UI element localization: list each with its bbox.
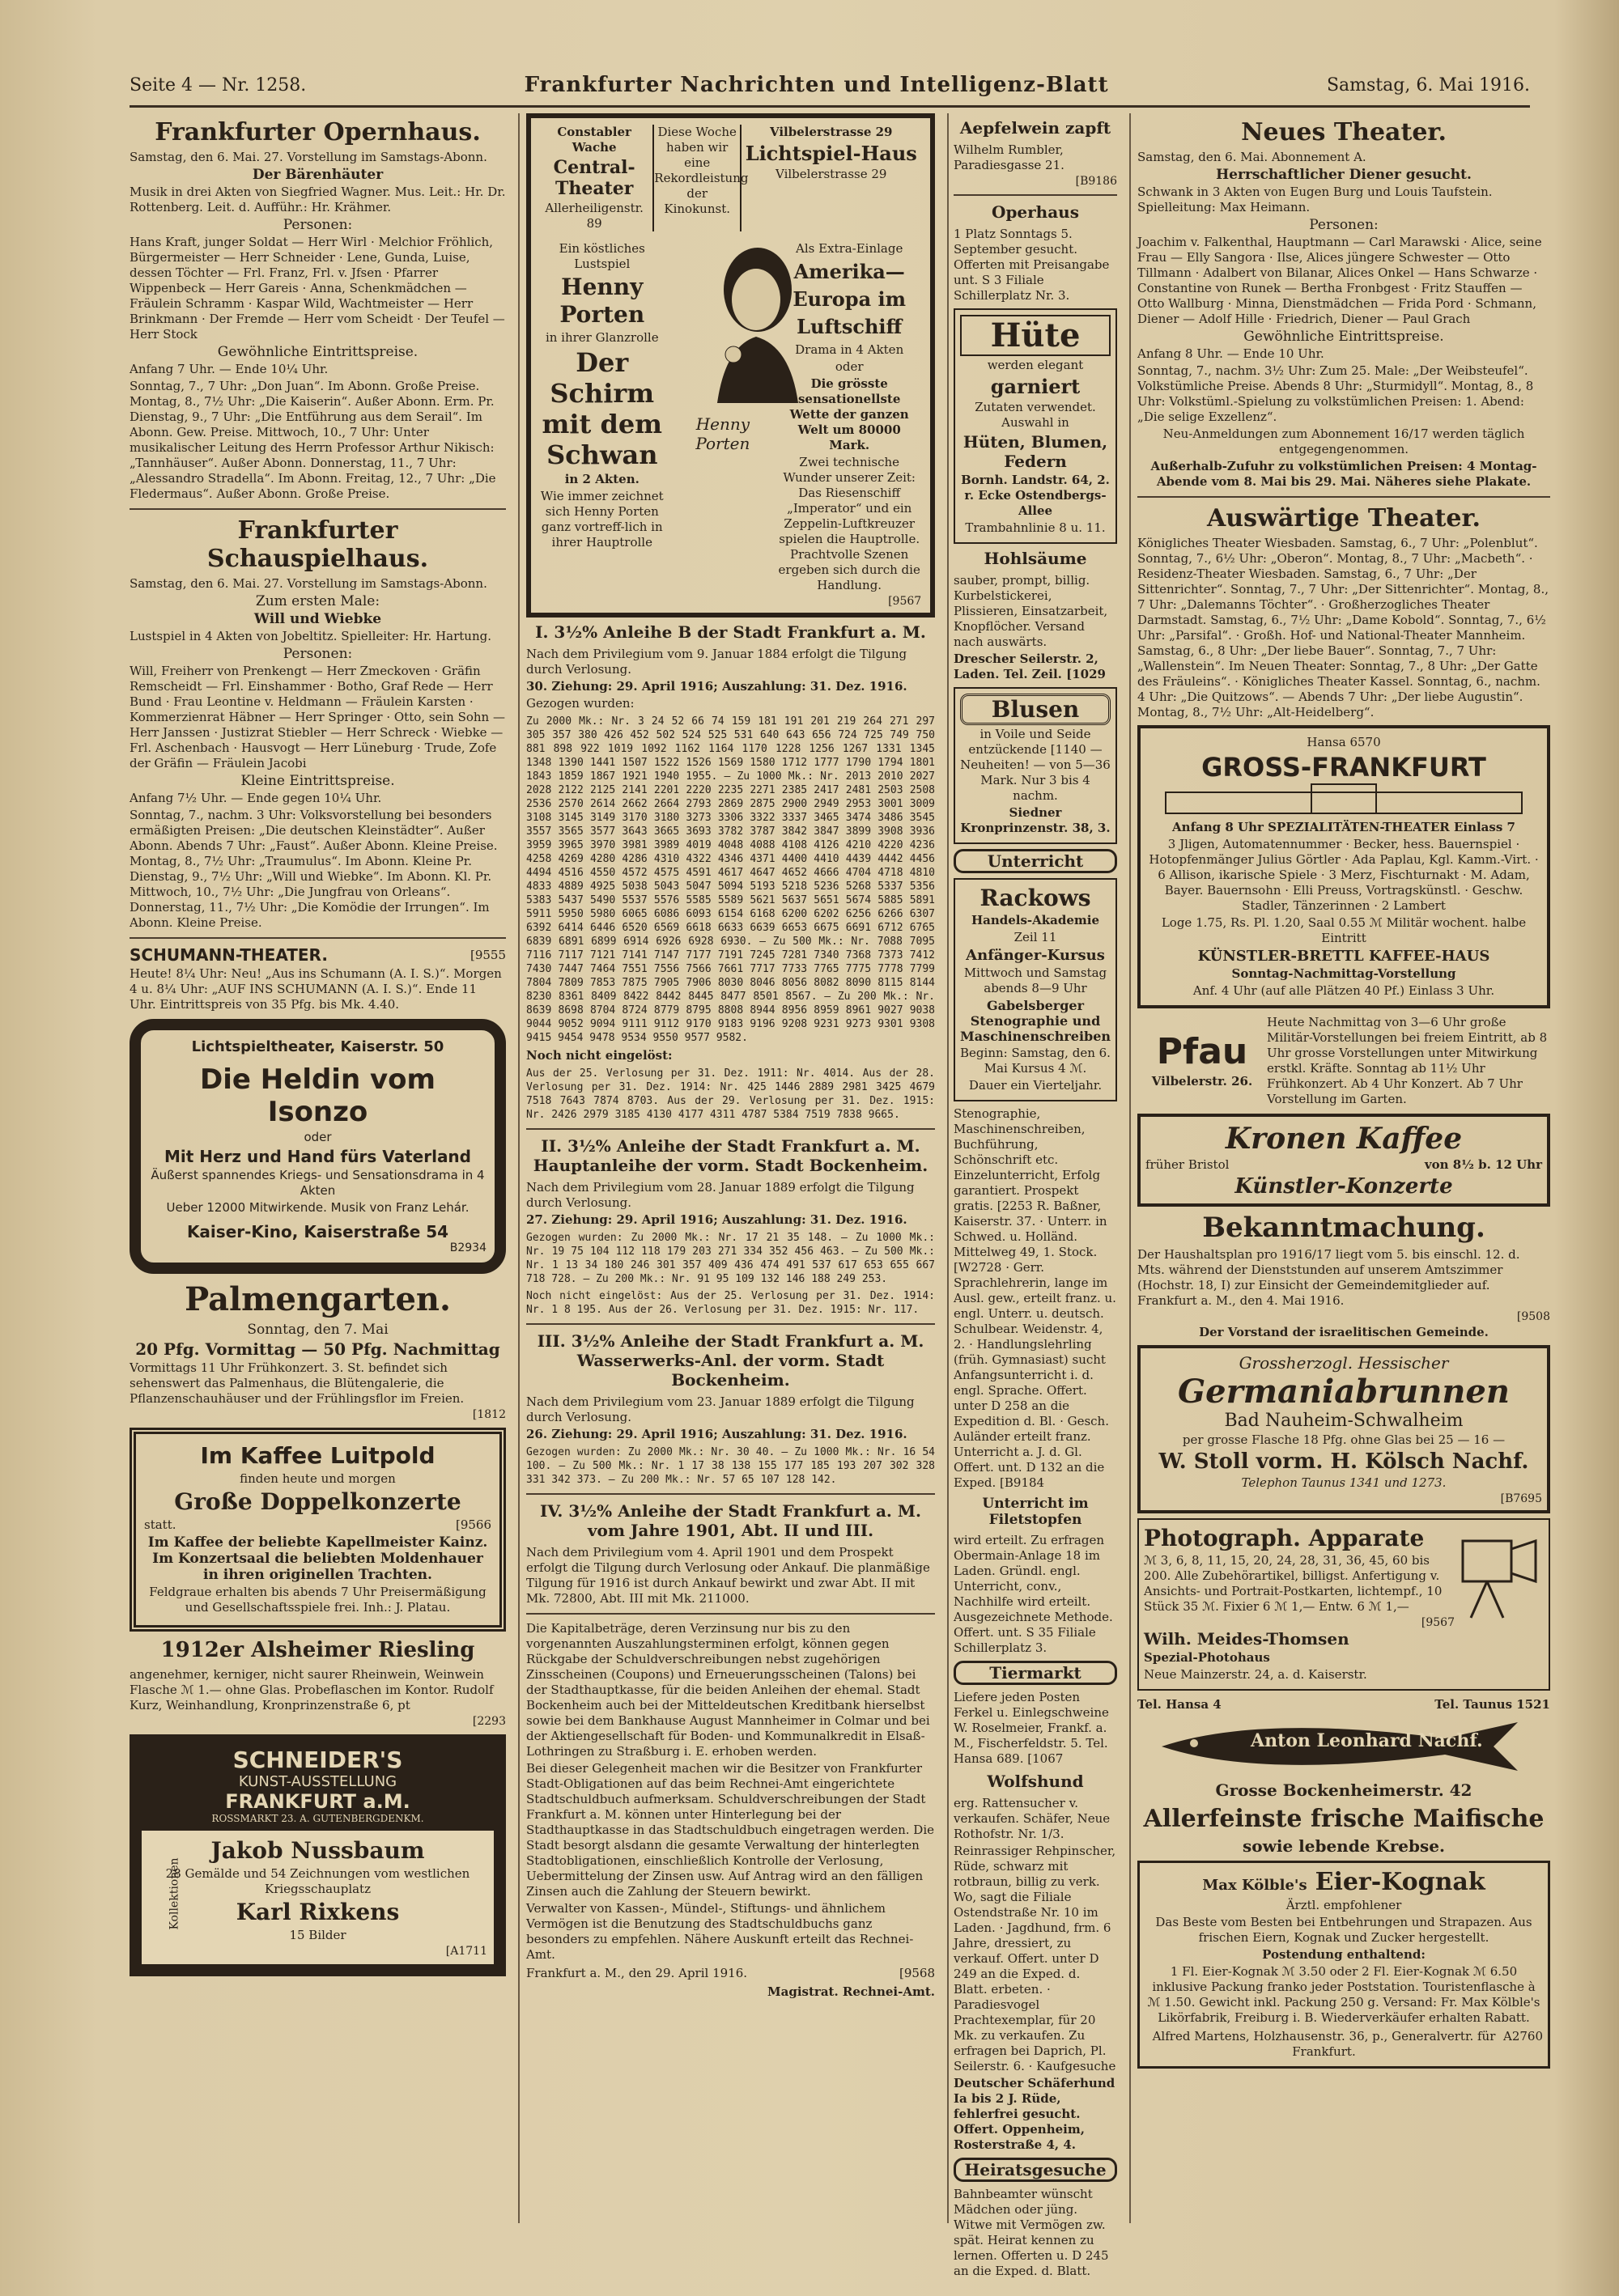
auswaertige-theater-text: Königliches Theater Wiesbaden. Samstag, 6., 7 Uhr: „Polenblut“. Sonntag, 7., 6½ Uhr: „Oberon“. Montag, 8., 7 Uhr: „Macbeth“. · Residenz-Theater Wiesbaden. Samstag, 6., 7 Uhr: „Der Sittenrichter“. Sonntag, 7., 7 Uhr: „Der Sittenrichter“. Montag, 8., 7 Uhr: „Dalemanns Töchter“. · Großherzogliches Theater Darmstadt. Samstag, 6., 7½ Uhr: „Dame Kobold“. Sonntag, 7., 6½ Uhr: „Parsifal“. · Großh. Hof- und National-Theater Mannheim. Samstag, 6., 8 Uhr: „Der liebe Bauer“. Sonntag, 7., 7 Uhr: „Wallenstein“. Im Neuen Theater: Sonntag, 7., 8 Uhr: „Der Gatte des Fräuleins“. · Königliches Theater Kassel. Sonntag, 6., nachm. 4 Uhr: „Die Quitzows“. — Abends 7 Uhr: „Der liebe Augustin“. Montag, 8., 7½ Uhr: „Alt-Heidelberg“.	[1137, 536, 1549, 719]
eier-firm: Max Kölble's	[1202, 1877, 1307, 1894]
schauspielhaus-play: Will und Wiebke	[253, 611, 382, 627]
blusen-addr: Siedner Kronprinzenstr. 38, 3.	[960, 805, 1111, 835]
bekanntmachung-title: Bekanntmachung.	[1202, 1212, 1485, 1244]
huete-garniert: garniert	[990, 375, 1081, 398]
hohlsaeume-addr: Drescher Seilerstr. 2, Laden. Tel. Zeil. [1029	[954, 651, 1106, 681]
schneider-collections	[142, 1831, 494, 1964]
rixkens-text: 15 Bilder	[289, 1928, 346, 1942]
huete-ad	[954, 308, 1117, 544]
tiermarkt-text: Liefere jeden Posten Ferkel u. Einlegschweine W. Roselmeier, Frankf. a. M., Fischerfeldstr. 5. Tel. Hansa 689. [1067	[954, 1690, 1109, 1766]
kaiser-kino-ad	[130, 1019, 506, 1274]
blusen-ad	[954, 687, 1117, 844]
rackows-dauer: Dauer ein Vierteljahr.	[968, 1078, 1103, 1093]
palmengarten-prices: 20 Pfg. Vormittag — 50 Pfg. Nachmittag	[135, 1339, 500, 1359]
lh-addr: Vilbelerstrasse 29	[769, 125, 893, 139]
bekanntmachung-code: [9508	[1516, 1310, 1550, 1323]
photo-code: [9567	[1421, 1616, 1455, 1629]
camera-icon	[1455, 1525, 1544, 1622]
column-cinema-and-bonds	[518, 113, 935, 2223]
kaffee-big: Große Doppelkonzerte	[174, 1488, 461, 1515]
opernhaus-times: Anfang 7 Uhr. — Ende 10¼ Uhr.	[130, 362, 329, 376]
anleihe-main-text-2: Bei dieser Gelegenheit machen wir die Besitzer von Frankfurter Stadt-Obligationen auf das beim Rechnei-Amt eingerichtete Stadtschuldbuch aufmerksam. Schuldverschreibungen der Stadt Frankfurt a. M. können unter Hinterlegung bei der Stadthauptkasse in das Stadtschuldbuch eingetragen werden. Die Stadt besorgt alsdann die gesamte Verwaltung der hinterlegten Stadtobligationen, einschließlich Kontrolle der Verlosung, Uebermittelung der Zinsen usw. Auf Antrag wird an den fälligen Zinsen auch die Zahlung der Steuern bewirkt.	[526, 1761, 934, 1899]
cinema-ad	[526, 113, 935, 618]
kino-desc2: Ueber 12000 Mitwirkende. Musik von Franz Lehár.	[166, 1200, 470, 1215]
kaffee-statt: statt.	[144, 1517, 176, 1532]
opernhaus-personen: Personen:	[283, 217, 353, 233]
ct-addr: Allerheiligenstr. 89	[545, 201, 644, 231]
header-paper-title: Frankfurter Nachrichten und Intelligenz-Blatt	[524, 73, 1109, 97]
nussbaum-text: 28 Gemälde und 54 Zeichnungen vom westlichen Kriegsschauplatz	[165, 1866, 470, 1896]
operhaus-text: 1 Platz Sonntags 5. September gesucht. Offerten mit Preisangabe unt. S 3 Filiale Schillerplatz Nr. 3.	[954, 227, 1110, 303]
ct-star: Henny Porten	[559, 274, 645, 328]
ct-rolle: in ihrer Glanzrolle	[545, 330, 659, 345]
rackows-sub: Handels-Akademie	[971, 913, 1100, 927]
lh-wette: Die grösste sensationellste Wette der ganzen Welt um 80000 Mark.	[789, 376, 909, 452]
lh-extra: Als Extra-Einlage	[796, 241, 903, 256]
eier-agent: Alfred Martens, Holzhausenstr. 36, p., Generalvertr. für Frankfurt.	[1152, 2029, 1496, 2059]
rackows-steno: Gabelsberger Stenographie und Maschinenschreiben	[960, 998, 1111, 1044]
header-page-number: Seite 4 — Nr. 1258.	[130, 74, 307, 95]
eier-sub: Ärztl. empfohlener	[1285, 1898, 1402, 1912]
tiermarkt-header: Tiermarkt	[954, 1661, 1117, 1685]
kronen-kaffee-ad	[1137, 1114, 1550, 1207]
kaffee-foot: Feldgraue erhalten bis abends 7 Uhr Preisermäßigung und Gesellschaftsspiele frei. Inh.: J. Platau.	[149, 1585, 487, 1615]
rackows-title: Rackows	[979, 885, 1091, 911]
eier-price: 1 Fl. Eier-Kognak ℳ 3.50 oder 2 Fl. Eier-Kognak ℳ 6.50 inklusive Packung franko jeder Poststation. Touristenflasche à ℳ 1.50. Gewicht inkl. Packung 250 g. Versand: Fr. Max Kölble's Likörfabrik, Freiburg i. B. Wiederverkäufer erhalten Rabatt.	[1147, 1964, 1540, 2025]
gf-brettl: KÜNSTLER-BRETTL KAFFEE-HAUS	[1197, 948, 1490, 965]
lichtspielhaus-program	[777, 240, 921, 608]
henny-porten-portrait	[669, 233, 778, 608]
neues-theater-cast: Joachim v. Falkenthal, Hauptmann — Carl Marawski · Alice, seine Frau — Elly Sangora · Ilse, Alices jüngere Schwester — Otto Tillmann · Adalbert von Bilanar, Alices Onkel — Hans Schwarze · Constantine von Runek — Bertha Fronbgest · Fritz Stauffen — Otto Wallburg · Minna, Dienstmädchen — Frida Pord · Schmann, Diener — Adolf Hille · Friedrich, Diener — Paul Grach	[1137, 235, 1542, 326]
anleihe-2-title: II. 3½% Anleihe der Stadt Frankfurt a. M. Hauptanleihe der vorm. Stadt Bockenheim.	[533, 1136, 928, 1175]
schauspielhaus-first: Zum ersten Male:	[255, 593, 380, 609]
pfau-text: Heute Nachmittag von 3—6 Uhr große Militär-Vorstellungen bei freiem Eintritt, ab 8 Uhr grosse Vorstellungen unter Mitwirkung erstkl. Kräfte. Sonntag ab 11½ Uhr Frühkonzert. Ab 4 Uhr Konzert. Ab 7 Uhr Vorstellung im Garten.	[1267, 1015, 1548, 1106]
schumann-title: SCHUMANN-THEATER.	[130, 945, 328, 965]
kronen-time: von 8½ b. 12 Uhr	[1424, 1157, 1542, 1172]
blusen-text: in Voile und Seide entzückende [1140 — Neuheiten! — von 5—36 Mark. Nur 3 bis 4 nachm.	[960, 727, 1111, 803]
neues-theater-date: Samstag, den 6. Mai. Abonnement A.	[1137, 150, 1366, 164]
anleihe-2-numbers: Gezogen wurden: Zu 2000 Mk.: Nr. 17 21 35 148. — Zu 1000 Mk.: Nr. 19 75 104 112 118 179 203 271 334 352 456 463. — Zu 500 Mk.: Nr. 1 13 34 180 246 301 357 409 436 474 491 537 617 653 655 667 718 728. — Zu 200 Mk.: Nr. 91 95 109 132 146 188 249 253.	[526, 1232, 935, 1285]
filet-text: wird erteilt. Zu erfragen Obermain-Anlage 18 im Laden. Gründl. engl. Unterricht, conv., Nachhilfe wird erteilt. Ausgezeichnete Methode. Offert. unt. S 35 Filiale Schillerplatz 3.	[954, 1533, 1113, 1655]
riesling-code: [2293	[472, 1715, 506, 1728]
fisch-tel-left: Tel. Hansa 4	[1137, 1697, 1222, 1712]
apfelwein-code: [B9186	[1075, 175, 1117, 188]
gf-sub: Anfang 8 Uhr SPEZIALITÄTEN-THEATER Einlass 7	[1172, 820, 1515, 834]
blusen-title: Blusen	[960, 694, 1111, 725]
schauspielhaus-times: Anfang 7½ Uhr. — Ende gegen 10¼ Uhr.	[130, 791, 382, 805]
anleihe-2-noch: Noch nicht eingelöst: Aus der 25. Verlosung per 31. Dez. 1914: Nr. 1 8 195. Aus der 26. Verlosung per 31. Dez. 1915: Nr. 117.	[526, 1290, 935, 1316]
opernhaus-eintritt: Gewöhnliche Eintrittspreise.	[217, 344, 419, 360]
eier-post: Postendung enthaltend:	[1262, 1947, 1426, 1962]
kaffee-text: Im Kaffee der beliebte Kapellmeister Kainz. Im Konzertsaal die beliebten Moldenhauer in ihren originellen Trachten.	[147, 1534, 488, 1583]
neues-theater-program: Sonntag, 7., nachm. 3½ Uhr: Zum 25. Male: „Der Weibsteufel“. Volkstümliche Preise. Abends 8 Uhr: „Sturmidyll“. Montag, 8., 8 Uhr: Volkstüml.-Spielung zu volkstümlichen Preisen: 1. Abend: „Die selige Exzellenz“.	[1137, 363, 1534, 424]
central-theater-header	[536, 123, 652, 233]
opernhaus-play: Der Bärenhäuter	[252, 167, 384, 183]
rackows-addr: Zeil 11	[1013, 930, 1057, 944]
ct-note: Wie immer zeichnet sich Henny Porten ganz vortreff-lich in ihrer Hauptrolle	[540, 489, 664, 550]
anleihe-1-noch: Noch nicht eingelöst:	[526, 1048, 673, 1063]
palmengarten-date: Sonntag, den 7. Mai	[247, 1322, 389, 1338]
photo-addr: Neue Mainzerstr. 24, a. d. Kaiserstr.	[1144, 1667, 1367, 1682]
ct-intro: Ein köstliches Lustspiel	[559, 241, 645, 271]
germ-tel: Telephon Taunus 1341 und 1273.	[1241, 1475, 1447, 1490]
nussbaum-title: Jakob Nussbaum	[210, 1837, 425, 1864]
pfau-addr: Vilbelerstr. 26.	[1151, 1074, 1253, 1089]
hohlsaeume-title: Hohlsäume	[984, 549, 1087, 568]
column-neues-theater-and-ads	[1129, 113, 1550, 2223]
anleihe-3-title: III. 3½% Anleihe der Stadt Frankfurt a. M. Wasserwerks-Anl. der vorm. Stadt Bockenheim.	[537, 1331, 924, 1390]
eier-kognak-ad	[1137, 1861, 1550, 2069]
kronen-title: Kronen Kaffee	[1225, 1122, 1463, 1156]
gf-loge: Loge 1.75, Rs. Pl. 1.20, Saal 0.55 ℳ Militär wochent. halbe Eintritt	[1161, 915, 1527, 945]
central-theater-program	[536, 240, 669, 608]
fisch-sub: sowie lebende Krebse.	[1243, 1836, 1445, 1856]
fisch-title: Allerfeinste frische Maifische	[1143, 1805, 1545, 1833]
kronen-frueher: früher Bristol	[1145, 1157, 1230, 1172]
anleihe-1-ziehung: 30. Ziehung: 29. April 1916; Auszahlung: 31. Dez. 1916.	[526, 679, 907, 694]
auswaertige-theater-title: Auswärtige Theater.	[1207, 504, 1481, 533]
kaffee-luitpold-ad	[130, 1428, 506, 1632]
anleihe-main-text: Die Kapitalbeträge, deren Verzinsung nur bis zu den vorgenannten Auszahlungsterminen erfolgt, können gegen Rückgabe der Schuldverschreibungen nebst zugehörigen Zinsscheinen (Coupons) und Erneuerungsscheinen (Talons) bei der Stadthauptkasse, für die beiden Anleihen der ehemal. Stadt Bockenheim auch bei der Mitteldeutschen Kreditbank hierselbst sowie bei dem Bankhause August Mannheimer in Colmar und bei der Aktiengesellschaft für Boden- und Kommunalkredit in Elsaß-Lothringen zu Straßburg i. E. erhoben werden.	[526, 1621, 930, 1759]
kino-title: Die Heldin vom Isonzo	[200, 1063, 436, 1128]
schauspielhaus-program: Sonntag, 7., nachm. 3 Uhr: Volksvorstellung bei besonders ermäßigten Preisen: „Die deutschen Kleinstädter“. Außer Abonn. Abends 7 Uhr: „Faust“. Außer Abonn. Kleine Preise. Montag, 8., 7½ Uhr: „Traumulus“. Im Abonn. Kleine Pr. Dienstag, 9., 7½ Uhr: „Will und Wiebke“. Im Abonn. Kl. Pr. Mittwoch, 10., 7½ Uhr: „Die Jungfrau von Orleans“. Donnerstag, 11., 7½ Uhr: „Die Komödie der Irrungen“. Im Abonn. Kleine Preise.	[130, 808, 498, 930]
huete-items: Hüten, Blumen, Federn	[962, 432, 1108, 471]
gf-artists: 3 Jligen, Automatennummer · Becker, hess. Bauernspiel · Hotopfenmänger Julius Görtler · Ada Paplau, Kgl. Kamm.-Virt. · 6 Allison, ikarische Spiele · 3 Merz, Fischturnakt · M. Adam, Bayer. Bauernsohn · Elli Preuss, Vortragskünstl. · Geschw. Stadler, Tänzerinnen · 2 Lambert	[1149, 837, 1539, 913]
pfau-ad	[1137, 1013, 1550, 1109]
kaffee-sub: finden heute und morgen	[240, 1471, 396, 1486]
kino-desc: Äußerst spannendes Kriegs- und Sensationsdrama in 4 Akten	[151, 1168, 485, 1198]
opernhaus-program: Sonntag, 7., 7 Uhr: „Don Juan“. Im Abonn. Große Preise. Montag, 8., 7½ Uhr: „Die Kaiserin“. Außer Abonn. Erm. Pr. Dienstag, 9., 7 Uhr: „Die Entführung aus dem Serail“. Im Abonn. Gew. Preise. Mittwoch, 10., 7 Uhr: Unter musikalischer Leitung des Herrn Professor Arthur Nikisch: „Tannhäuser“. Außer Abonn. Donnerstag, 11., 7 Uhr: „Alessandro Stradella“. Im Abonn. Freitag, 12., 7 Uhr: „Die Fledermaus“. Außer Abonn. Große Preise.	[130, 379, 496, 501]
photo-apparate-ad	[1137, 1518, 1550, 1691]
ct-film: Der Schirm mit dem Schwan	[542, 347, 663, 470]
schauspielhaus-title: Frankfurter Schauspielhaus.	[206, 516, 429, 573]
apfelwein-name: Wilhelm Rumbler, Paradiesgasse 21.	[954, 142, 1064, 172]
photo-sub: Spezial-Photohaus	[1144, 1650, 1270, 1665]
anleihe-3-text: Nach dem Privilegium vom 23. Januar 1889 erfolgt die Tilgung durch Verlosung.	[526, 1394, 915, 1424]
lichtspielhaus-header	[742, 123, 920, 233]
ct-middle: Diese Woche haben wir eine Rekordleistung der Kinokunst.	[652, 125, 742, 231]
lh-code: [9567	[888, 595, 922, 608]
lh-desc: Zwei technische Wunder unserer Zeit: Das Riesenschiff „Imperator“ und ein Zeppelin-Luftkreuzer spielen die Hauptrolle. Prachtvolle Szenen ergeben sich durch die Handlung.	[778, 455, 920, 592]
germ-firm: W. Stoll vorm. H. Kölsch Nachf.	[1158, 1449, 1529, 1474]
schneider-city: FRANKFURT a.M.	[225, 1790, 410, 1813]
neues-theater-info: Schwank in 3 Akten von Eugen Burg und Louis Taufstein. Spielleitung: Max Heimann.	[1137, 185, 1493, 214]
germ-price: per grosse Flasche 18 Pfg. ohne Glas bei 25 — 16 —	[1182, 1432, 1506, 1447]
schneider-addr: ROSSMARKT 23. A. GUTENBERGDENKM.	[211, 1813, 424, 1824]
schneider-sub: KUNST-AUSSTELLUNG	[238, 1773, 397, 1790]
ct-title: Central-Theater	[553, 157, 635, 199]
neues-theater-personen: Personen:	[1309, 217, 1379, 233]
gf-sonntag: Sonntag-Nachmittag-Vorstellung	[1231, 966, 1456, 981]
header-date: Samstag, 6. Mai 1916.	[1326, 74, 1530, 95]
germ-code: [B7695	[1500, 1492, 1542, 1505]
photo-title: Photograph. Apparate	[1144, 1525, 1425, 1551]
fisch-addr: Grosse Bockenheimerstr. 42	[1215, 1780, 1472, 1800]
photo-text: ℳ 3, 6, 8, 11, 15, 20, 24, 28, 31, 36, 45, 60 bis 200. Alle Zubehörartikel, billigst. Anfertigung v. Ansichts- und Portrait-Postkarten, lichtempf., 10 Stück 35 ℳ. Fixier 6 ℳ 1,— Entw. 6 ℳ 1,—	[1144, 1553, 1443, 1614]
schneider-code: [A1711	[445, 1945, 487, 1958]
gross-frankfurt-ad	[1137, 725, 1550, 1008]
kino-head: Lichtspieltheater, Kaiserstr. 50	[191, 1038, 444, 1055]
palmengarten-text: Vormittags 11 Uhr Frühkonzert. 3. St. befindet sich sehenswert das Palmenhaus, die Blütengalerie, die Pflanzenschauhäuser und der Frühlingsflor im Freien.	[130, 1360, 465, 1406]
more-ads: Reinrassiger Rehpinscher, Rüde, schwarz mit rotbraun, billig zu verk. Wo, sagt die Filiale Ostendstraße Nr. 10 im Laden. · Jagdhund, frm. 6 Jahre, dressiert, zu verkauf. Offert. unter D 249 an die Exped. d. Blatt. erbeten. · Paradiesvogel Prachtexemplar, für 20 Mk. zu verkaufen. Zu erfragen bei Daprich, Pl. Seilerstr. 6. · Kaufgesuche	[954, 1844, 1116, 2073]
wolfshund-title: Wolfshund	[987, 1772, 1084, 1791]
wolfshund-text: erg. Rattensucher v. verkaufen. Schäfer, Neue Rothofstr. Nr. 1/3.	[954, 1796, 1111, 1841]
photo-firm: Wilh. Meides-Thomsen	[1144, 1629, 1349, 1649]
schneider-ad	[130, 1734, 506, 1976]
gf-sonntag2: Anf. 4 Uhr (auf alle Plätzen 40 Pf.) Einlass 3 Uhr.	[1192, 983, 1495, 998]
ct-akte: in 2 Akten.	[564, 472, 640, 486]
gf-hansa: Hansa 6570	[1307, 735, 1381, 749]
schauspielhaus-date: Samstag, den 6. Mai. 27. Vorstellung im Samstags-Abonn.	[130, 576, 487, 591]
huete-text: Zutaten verwendet. Auswahl in	[975, 400, 1096, 430]
opernhaus-info: Musik in drei Akten von Siegfried Wagner. Mus. Leit.: Hr. Dr. Rottenberg. Leit. d. Aufführ.: Hr. Krähmer.	[130, 185, 506, 214]
kino-oder: oder	[304, 1130, 332, 1144]
rixkens-title: Karl Rixkens	[236, 1899, 400, 1925]
heirat-text: Bahnbeamter wünscht Mädchen oder jüng. Witwe mit Vermögen zw. spät. Heirat kennen zu lernen. Offerten u. D 245 an die Exped. d. Blatt.	[954, 2187, 1109, 2278]
bekanntmachung-text: Der Haushaltsplan pro 1916/17 liegt vom 5. bis einschl. 12. d. Mts. während der Dienststunden auf unserem Amtszimmer (Hochstr. 18, I) zur Einsicht der Gemeindemitglieder auf. Frankfurt a. M., den 4. Mai 1916.	[1137, 1247, 1520, 1308]
rackows-ad	[954, 878, 1117, 1101]
schauspielhaus-cast: Will, Freiherr von Prenkengt — Herr Zmeckoven · Gräfin Remscheidt — Frl. Einshammer · Botho, Graf Rede — Herr Bund · Frau Leontine v. Heldmann — Fräulein Karsten · Kommerzienrat Häbner — Herr Springer · Otto, sein Sohn — Herr Janssen · Justizrat Stiebler — Herr Schreck · Wiebke — Frl. Aschenbach · Hausvogt — Herr Lüneburg · Trude, Zofe der Gräfin — Fräulein Jacobi	[130, 664, 505, 770]
huete-title: Hüte	[960, 315, 1111, 356]
germ-title: Germaniabrunnen	[1178, 1373, 1510, 1411]
eier-title: Eier-Kognak	[1315, 1868, 1485, 1896]
germ-place: Bad Nauheim-Schwalheim	[1224, 1411, 1464, 1431]
rackows-kurs: Anfänger-Kursus	[966, 947, 1105, 964]
fisch-tel-right: Tel. Taunus 1521	[1434, 1697, 1550, 1712]
kaffee-title: Im Kaffee Luitpold	[200, 1442, 436, 1469]
hohlsaeume-text: sauber, prompt, billig. Kurbelstickerei, Plissieren, Einsatzarbeit, Knopflöcher. Versand nach auswärts.	[954, 573, 1108, 649]
opernhaus-date: Samstag, den 6. Mai. 27. Vorstellung im Samstags-Abonn.	[130, 150, 487, 164]
riesling-text: angenehmer, kerniger, nicht saurer Rheinwein, Weinwein Flasche ℳ 1.— ohne Glas. Probeflaschen im Kontor. Rudolf Kurz, Weinhandlung, Kronprinzenstraße 6, pt	[130, 1667, 494, 1712]
operhaus-title: Operhaus	[992, 202, 1079, 222]
opernhaus-title: Frankfurter Opernhaus.	[155, 118, 481, 146]
neues-theater-title: Neues Theater.	[1241, 118, 1447, 146]
schumann-code: [9555	[470, 947, 506, 962]
page-header	[130, 65, 1530, 108]
neues-theater-eintritt: Gewöhnliche Eintrittspreise.	[1243, 329, 1444, 345]
anleihe-3-ziehung: 26. Ziehung: 29. April 1916; Auszahlung: 31. Dez. 1916.	[526, 1427, 907, 1441]
anleihe-4-title: IV. 3½% Anleihe der Stadt Frankfurt a. M. vom Jahre 1901, Abt. II und III.	[540, 1501, 921, 1540]
anleihe-4-text: Nach dem Privilegium vom 4. April 1901 und dem Prospekt erfolgt die Tilgung durch Verlosung oder Ankauf. Die planmäßige Tilgung für 1916 ist durch Ankauf bewirkt und zwar Abt. II mit Mk. 72800, Abt. III mit Mk. 211000.	[526, 1545, 930, 1606]
anleihe-1-rest: Aus der 25. Verlosung per 31. Dez. 1911: Nr. 4014. Aus der 28. Verlosung per 31. Dez. 1914: Nr. 425 1446 2889 2981 3425 4679 7518 7643 7874 8703. Aus der 29. Verlosung per 31. Dez. 1915: Nr. 2426 2979 3185 4130 4177 4311 4787 5384 7519 7838 9665.	[526, 1067, 935, 1121]
palmengarten-code: [1812	[472, 1408, 506, 1421]
unterricht-header: Unterricht	[954, 849, 1117, 873]
lh-addr2: Vilbelerstrasse 29	[776, 167, 887, 181]
fisch-name: Anton Leonhard Nachf.	[1251, 1730, 1483, 1751]
pfau-title: Pfau	[1156, 1031, 1248, 1072]
kino-code: B2934	[449, 1241, 487, 1254]
riesling-title: 1912er Alsheimer Riesling	[160, 1638, 475, 1662]
gf-building-icon	[1149, 783, 1538, 815]
anleihe-2-text: Nach dem Privilegium vom 28. Januar 1889 erfolgt die Tilgung durch Verlosung.	[526, 1180, 915, 1210]
lh-drama: Drama in 4 Akten	[795, 342, 904, 357]
schumann-text: Heute! 8¼ Uhr: Neu! „Aus ins Schumann (A. I. S.)“. Morgen 4 u. 8¼ Uhr: „AUF INS SCHUMANN (A. I. S.)“. Ende 11 Uhr. Eintrittspreis von 35 Pfg. bis Mk. 4.40.	[130, 966, 502, 1012]
schauspielhaus-eintritt: Kleine Eintrittspreise.	[240, 773, 395, 789]
eier-text: Das Beste vom Besten bei Entbehrungen und Strapazen. Aus frischen Eiern, Kognak und Zucker hergestellt.	[1155, 1915, 1532, 1945]
rackows-begin: Beginn: Samstag, den 6. Mai Kursus 4 ℳ.	[960, 1046, 1111, 1076]
anleihe-code: [9568	[899, 1966, 935, 1980]
neues-theater-play: Herrschaftlicher Diener gesucht.	[1216, 167, 1472, 183]
anleihe-1-title: I. 3½% Anleihe B der Stadt Frankfurt a. M.	[535, 622, 926, 642]
lh-oder: oder	[835, 359, 864, 374]
anleihe-1-numbers: Zu 2000 Mk.: Nr. 3 24 52 66 74 159 181 191 201 219 264 271 297 305 357 380 426 452 502 524 525 531 640 643 656 724 725 749 750 881 898 922 1019 1092 1162 1164 1170 1228 1256 1267 1331 1345 1348 1390 1441 1507 1522 1526 1569 1580 1712 1777 1790 1794 1801 1843 1859 1867 1921 1940 1955. — Zu 1000 Mk.: Nr. 2013 2010 2027 2028 2122 2125 2141 2201 2220 2235 2271 2385 2417 2481 2503 2508 2536 2570 2614 2662 2664 2793 2869 2875 2900 2949 2953 3001 3009 3108 3145 3149 3170 3180 3273 3306 3322 3337 3465 3474 3486 3545 3557 3565 3577 3643 3665 3693 3782 3787 3842 3847 3899 3908 3936 3959 3965 3970 3981 3989 4019 4048 4088 4108 4126 4210 4220 4236 4258 4269 4280 4286 4310 4322 4346 4371 4400 4410 4439 4442 4456 4494 4516 4550 4572 4575 4591 4617 4647 4652 4666 4704 4718 4810 4833 4889 4925 5038 5043 5047 5094 5193 5218 5236 5268 5337 5356 5383 5437 5490 5537 5576 5585 5589 5621 5637 5651 5674 5885 5891 5911 5950 5980 6065 6086 6093 6154 6168 6200 6202 6256 6266 6307 6392 6414 6446 6520 6569 6618 6633 6639 6653 6675 6691 6712 6765 6839 6891 6899 6914 6926 6928 6930. — Zu 500 Mk.: Nr. 7088 7095 7116 7117 7121 7141 7147 7177 7191 7245 7281 7340 7368 7373 7412 7430 7447 7464 7551 7556 7566 7661 7717 7733 7765 7775 7778 7799 7804 7809 7853 7875 7905 7906 8030 8046 8056 8082 8090 8115 8144 8230 8361 8409 8422 8442 8445 8477 8501 8567. — Zu 200 Mk.: Nr. 8639 8698 8704 8724 8779 8795 8808 8944 8956 8959 8961 9027 9038 9044 9052 9094 9111 9112 9170 9183 9196 9208 9231 9273 9301 9308 9415 9454 9478 9534 9550 9577 9582.	[526, 715, 935, 1044]
germ-top: Grossherzogl. Hessischer	[1239, 1353, 1449, 1373]
kaffee-code: [9566	[455, 1517, 491, 1532]
palmengarten-title: Palmengarten.	[185, 1280, 451, 1318]
neues-theater-times: Anfang 8 Uhr. — Ende 10 Uhr.	[1137, 346, 1324, 361]
column-small-ads	[947, 113, 1117, 2278]
anleihe-main-text-3: Verwalter von Kassen-, Mündel-, Stiftungs- und ähnlichem Vermögen ist die Benutzung des Stadtschuldbuchs ganz besonders zu empfehlen. Nähere Auskunft erteilt das Rechnei-Amt.	[526, 1901, 914, 1962]
schauspielhaus-personen: Personen:	[283, 646, 353, 662]
bekanntmachung-sign: Der Vorstand der israelitischen Gemeinde.	[1199, 1325, 1489, 1339]
eier-code: A2760	[1502, 2029, 1543, 2043]
kollektionen-label: Kollektionen	[168, 1857, 181, 1930]
rackows-time: Mittwoch und Samstag abends 8—9 Uhr	[963, 966, 1107, 995]
lh-film: Amerika—Europa im Luftschiff	[793, 260, 906, 338]
anleihe-1-gezogen: Gezogen wurden:	[526, 696, 635, 711]
opernhaus-cast: Hans Kraft, junger Soldat — Herr Wirl · Melchior Fröhlich, Bürgermeister — Herr Schneider · Lene, Gunda, Luise, dessen Töchter — Frl. Franz, Frl. v. Jfsen · Pfarrer Wippenbeck — Herr Gareis · Anna, Schenkmädchen — Fräulein Schramm · Kaspar Wild, Wachtmeister — Herr Brinkmann · Der Fremde — Herr vom Scheidt · Der Teufel — Herr Stock	[130, 235, 505, 342]
neues-theater-abo2: Außerhalb-Zufuhr zu volkstümlichen Preisen: 4 Montag-Abende vom 8. Mai bis 29. Mai. Näheres siehe Plakate.	[1150, 459, 1537, 489]
schneider-title: SCHNEIDER'S	[232, 1746, 403, 1773]
bonds-notice	[526, 618, 935, 2001]
schauspielhaus-info: Lustspiel in 4 Akten von Jobeltitz. Spielleiter: Hr. Hartung.	[130, 629, 491, 643]
anleihe-sign: Magistrat. Rechnei-Amt.	[767, 1984, 935, 1999]
apfelwein-title: Aepfelwein zapft	[959, 118, 1111, 138]
heirat-header: Heiratsgesuche	[954, 2158, 1117, 2182]
portrait-signature: Henny Porten	[695, 414, 750, 453]
lh-title: Lichtspiel-Haus	[745, 142, 917, 165]
maifische-ad	[1137, 1695, 1550, 1856]
huete-sub: werden elegant	[987, 358, 1084, 372]
kaufgesuche-text: Deutscher Schäferhund Ia bis 2 J. Rüde, fehlerfrei gesucht. Offert. Oppenheim, Rosterstraße 4, 4.	[954, 2076, 1115, 2152]
schumann-header	[130, 945, 506, 965]
germaniabrunnen-ad	[1137, 1345, 1550, 1513]
column-theater-listings	[130, 113, 506, 2223]
kino-sub: Mit Herz und Hand fürs Vaterland	[164, 1147, 471, 1166]
anleihe-date: Frankfurt a. M., den 29. April 1916.	[526, 1966, 748, 1980]
huete-addr: Bornh. Landstr. 64, 2. r. Ecke Ostendbergs-Allee	[961, 473, 1110, 518]
neues-theater-abo: Neu-Anmeldungen zum Abonnement 16/17 werden täglich entgegengenommen.	[1162, 427, 1525, 456]
anleihe-3-numbers: Gezogen wurden: Zu 2000 Mk.: Nr. 30 40. — Zu 1000 Mk.: Nr. 16 54 100. — Zu 500 Mk.: Nr. 1 17 38 138 155 177 185 193 207 302 328 331 342 373. — Zu 200 Mk.: Nr. 57 65 107 128 142.	[526, 1446, 935, 1486]
kronen-konzerte: Künstler-Konzerte	[1234, 1174, 1453, 1199]
ct-label: Constabler Wache	[557, 125, 631, 155]
kino-foot: Kaiser-Kino, Kaiserstraße 54	[186, 1222, 449, 1241]
filet-title: Unterricht im Filetstopfen	[982, 1496, 1089, 1528]
small-ads-unterricht: Stenographie, Maschinenschreiben, Buchführung, Schönschrift etc. Einzelunterricht, Erfolg garantiert. Prospekt gratis. [2253 R. Baßner, Kaiserstr. 37. · Unterr. in Schwed. u. Holländ. Mittelweg 49, 1. Stock. [W2728 · Gerr. Sprachlehrerin, lange im Ausl. gew., erteilt franz. u. engl. Unterr. u. deutsch. Schulbear. Weidenstr. 4, 2. · Handlungslehrling (früh. Gymnasiast) sucht Anfangsunterricht i. d. engl. Sprache. Offert. unter D 258 an die Expedition d. Bl. · Gesch. Auländer erteilt franz. Unterricht a. J. d. Gl. Offert. unt. D 132 an die Exped. [B9184	[954, 1106, 1116, 1490]
gf-title: GROSS-FRANKFURT	[1201, 752, 1486, 783]
anleihe-1-text: Nach dem Privilegium vom 9. Januar 1884 erfolgt die Tilgung durch Verlosung.	[526, 647, 907, 677]
huete-tram: Trambahnlinie 8 u. 11.	[965, 520, 1106, 535]
anleihe-2-ziehung: 27. Ziehung: 29. April 1916; Auszahlung: 31. Dez. 1916.	[526, 1212, 907, 1227]
